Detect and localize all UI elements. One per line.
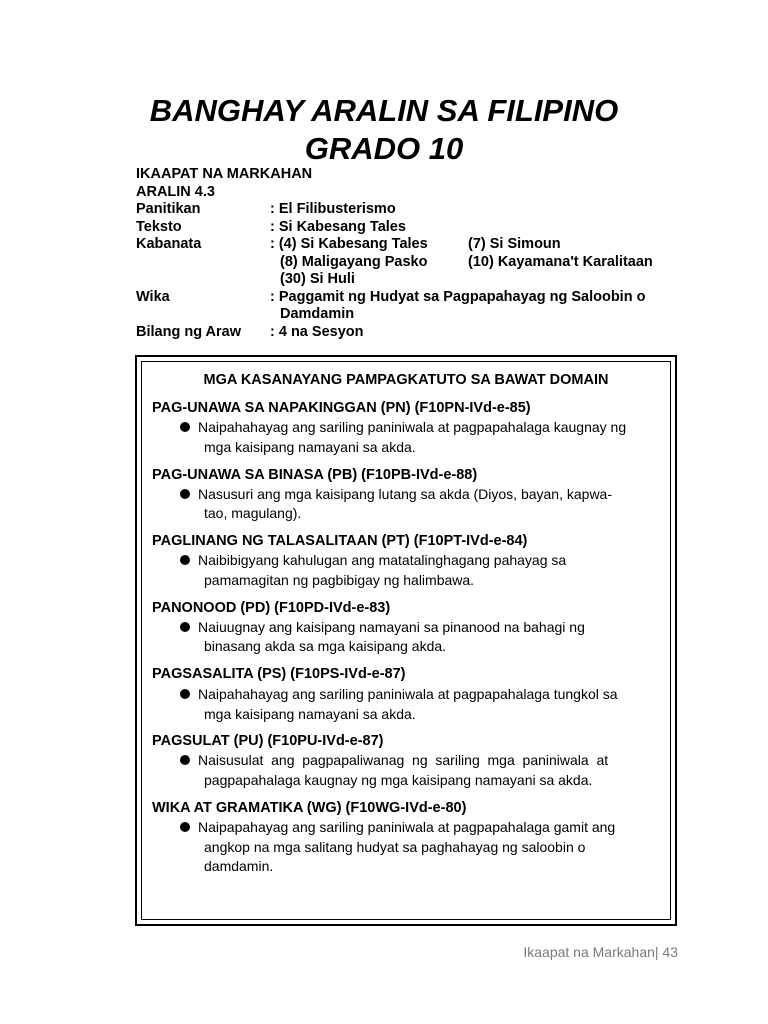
- kabanata-value: (30) Si Huli: [280, 271, 355, 287]
- wika-label: Wika: [136, 288, 170, 305]
- box-title: MGA KASANAYANG PAMPAGKATUTO SA BAWAT DOMAIN: [203, 372, 609, 388]
- panitikan-label: Panitikan: [136, 201, 201, 217]
- lesson-info: [136, 166, 696, 341]
- kabanata-value: : (4) Si Kabesang Tales: [270, 236, 428, 252]
- competency-box: [135, 355, 677, 926]
- bullet-icon: [180, 622, 190, 632]
- list-item: Naiuugnay ang kaisipang namayani sa pinanood na bahagi ng: [180, 619, 585, 635]
- list-item: Nasusuri ang mga kaisipang lutang sa akda (Diyos, bayan, kapwa-: [180, 486, 612, 502]
- section-heading: PAG-UNAWA SA NAPAKINGGAN (PN) (F10PN-IVd-e-85): [152, 400, 531, 416]
- list-item-continuation: mga kaisipang namayani sa akda.: [204, 439, 416, 455]
- section-heading: WIKA AT GRAMATIKA (WG) (F10WG-IVd-e-80): [152, 800, 467, 816]
- bilang-label: Bilang ng Araw: [136, 323, 241, 340]
- wika-value: : Paggamit ng Hudyat sa Pagpapahayag ng Saloobin o: [270, 288, 646, 305]
- bullet-icon: [180, 489, 190, 499]
- bilang-value: : 4 na Sesyon: [270, 323, 364, 340]
- kabanata-value: (7) Si Simoun: [468, 236, 561, 252]
- quarter-label: IKAAPAT NA MARKAHAN: [136, 166, 313, 182]
- kabanata-value: (8) Maligayang Pasko: [280, 253, 428, 270]
- document-title: BANGHAY ARALIN SA FILIPINO: [149, 93, 619, 128]
- lesson-label: ARALIN 4.3: [136, 183, 215, 200]
- section-heading: PAGSULAT (PU) (F10PU-IVd-e-87): [152, 733, 384, 749]
- bullet-icon: [180, 755, 190, 765]
- kabanata-label: Kabanata: [136, 236, 202, 252]
- page-footer: Ikaapat na Markahan| 43: [523, 944, 678, 960]
- bullet-icon: [180, 422, 190, 432]
- kabanata-value: (10) Kayamana't Karalitaan: [468, 253, 653, 270]
- list-item-continuation: damdamin.: [204, 858, 274, 874]
- list-item-continuation: pamamagitan ng pagbibigay ng halimbawa.: [204, 572, 475, 588]
- section-heading: PANONOOD (PD) (F10PD-IVd-e-83): [152, 600, 391, 616]
- section-heading: PAGLINANG NG TALASALITAAN (PT) (F10PT-IVd-e-84): [152, 533, 528, 549]
- teksto-label: Teksto: [136, 218, 182, 235]
- section-heading: PAG-UNAWA SA BINASA (PB) (F10PB-IVd-e-88): [152, 467, 478, 483]
- list-item-continuation: binasang akda sa mga kaisipang akda.: [204, 638, 447, 654]
- list-item-continuation: pagpapahalaga kaugnay ng mga kaisipang namayani sa akda.: [204, 772, 593, 788]
- list-item-continuation: angkop na mga salitang hudyat sa paghahayag ng saloobin o: [204, 839, 586, 855]
- document-subtitle: GRADO 10: [304, 131, 464, 166]
- list-item: Naisusulat ang pagpapaliwanag ng sariling mga paniniwala at: [180, 752, 608, 768]
- list-item-continuation: tao, magulang).: [204, 505, 302, 521]
- list-item: Naipahahayag ang sariling paniniwala at pagpapahalaga tungkol sa: [180, 686, 618, 702]
- competency-box-inner: [141, 361, 671, 920]
- section-heading: PAGSASALITA (PS) (F10PS-IVd-e-87): [152, 666, 406, 682]
- panitikan-value: : El Filibusterismo: [270, 201, 396, 217]
- list-item: Naipapahayag ang sariling paniniwala at pagpapahalaga gamit ang: [180, 819, 615, 835]
- bullet-icon: [180, 555, 190, 565]
- list-item: Naibibigyang kahulugan ang matatalinghagang pahayag sa: [180, 552, 566, 568]
- list-item-continuation: mga kaisipang namayani sa akda.: [204, 706, 416, 722]
- bullet-icon: [180, 822, 190, 832]
- teksto-value: : Si Kabesang Tales: [270, 218, 406, 235]
- list-item: Naipahahayag ang sariling paniniwala at pagpapahalaga kaugnay ng: [180, 419, 626, 435]
- wika-value: Damdamin: [280, 306, 355, 322]
- bullet-icon: [180, 689, 190, 699]
